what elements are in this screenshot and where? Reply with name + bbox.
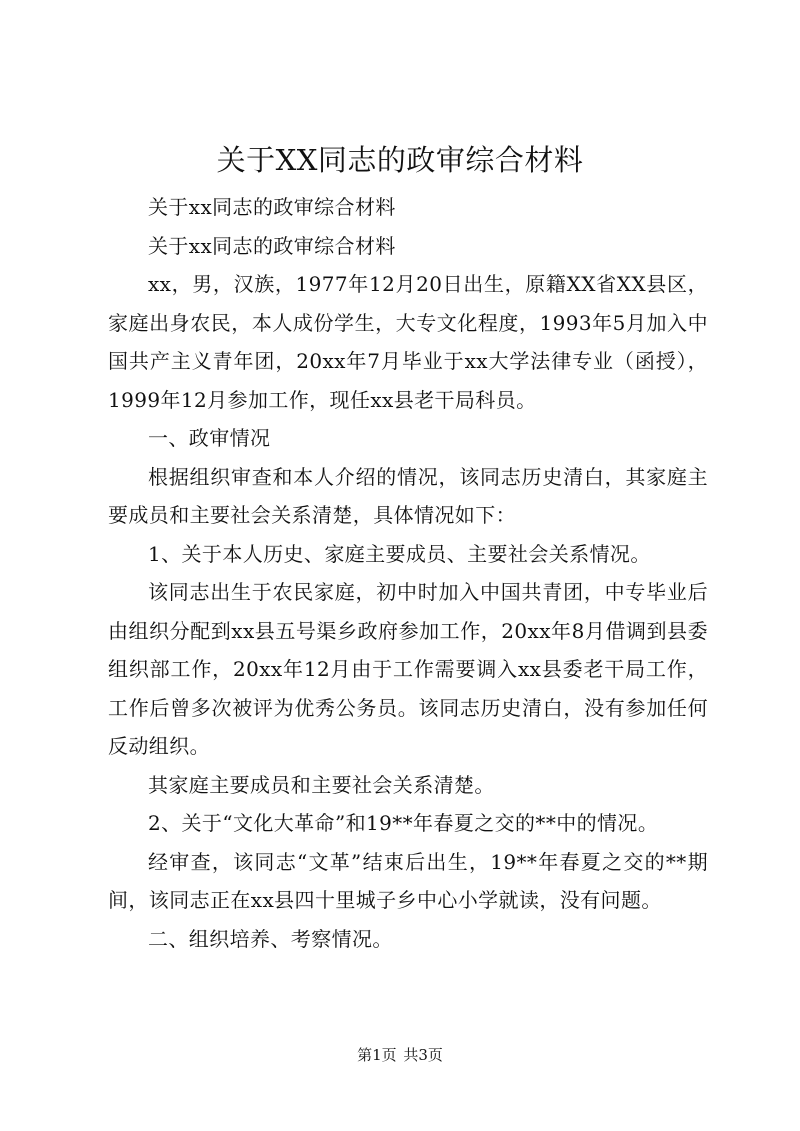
subsection-heading: 1、关于本人历史、家庭主要成员、主要社会关系情况。 [148, 541, 651, 566]
paragraph: 经审查，该同志“文革”结束后出生，19**年春夏之交的**期间，该同志正在xx县四十里城子乡中心小学就读，没有问题。 [108, 849, 708, 912]
page-footer [0, 1045, 800, 1065]
section-heading: 一、政审情况 [148, 426, 271, 450]
document-title: 关于XX同志的政审综合材料 [216, 143, 584, 177]
section-heading: 二、组织培养、考察情况。 [148, 926, 393, 951]
paragraph: 该同志出生于农民家庭，初中时加入中国共青团，中专毕业后由组织分配到xx县五号渠乡政府参加工作，20xx年8月借调到县委组织部工作，20xx年12月由于工作需要调入xx县委老干局工作，工作后曾多次被评为优秀公务员。该同志历史清白，没有参加任何反动组织。 [108, 580, 708, 758]
subsection-heading: 2、关于“文化大革命”和19**年春夏之交的**中的情况。 [148, 811, 659, 835]
page-total: 共3页 [403, 1046, 443, 1064]
document-body [108, 188, 708, 958]
paragraph: 关于xx同志的政审综合材料 [148, 233, 396, 258]
page-number: 第1页 [357, 1046, 397, 1064]
paragraph: 关于xx同志的政审综合材料 [148, 195, 396, 219]
paragraph: 根据组织审查和本人介绍的情况，该同志历史清白，其家庭主要成员和主要社会关系清楚，具体情况如下： [108, 464, 708, 527]
paragraph: xx，男，汉族，1977年12月20日出生，原籍XX省XX县区，家庭出身农民，本人成份学生，大专文化程度，1993年5月加入中国共产主义青年团，20xx年7月毕业于xx大学法律专业（函授），1999年12月参加工作，现任xx县老干局科员。 [108, 272, 708, 412]
paragraph: 其家庭主要成员和主要社会关系清楚。 [148, 772, 495, 797]
